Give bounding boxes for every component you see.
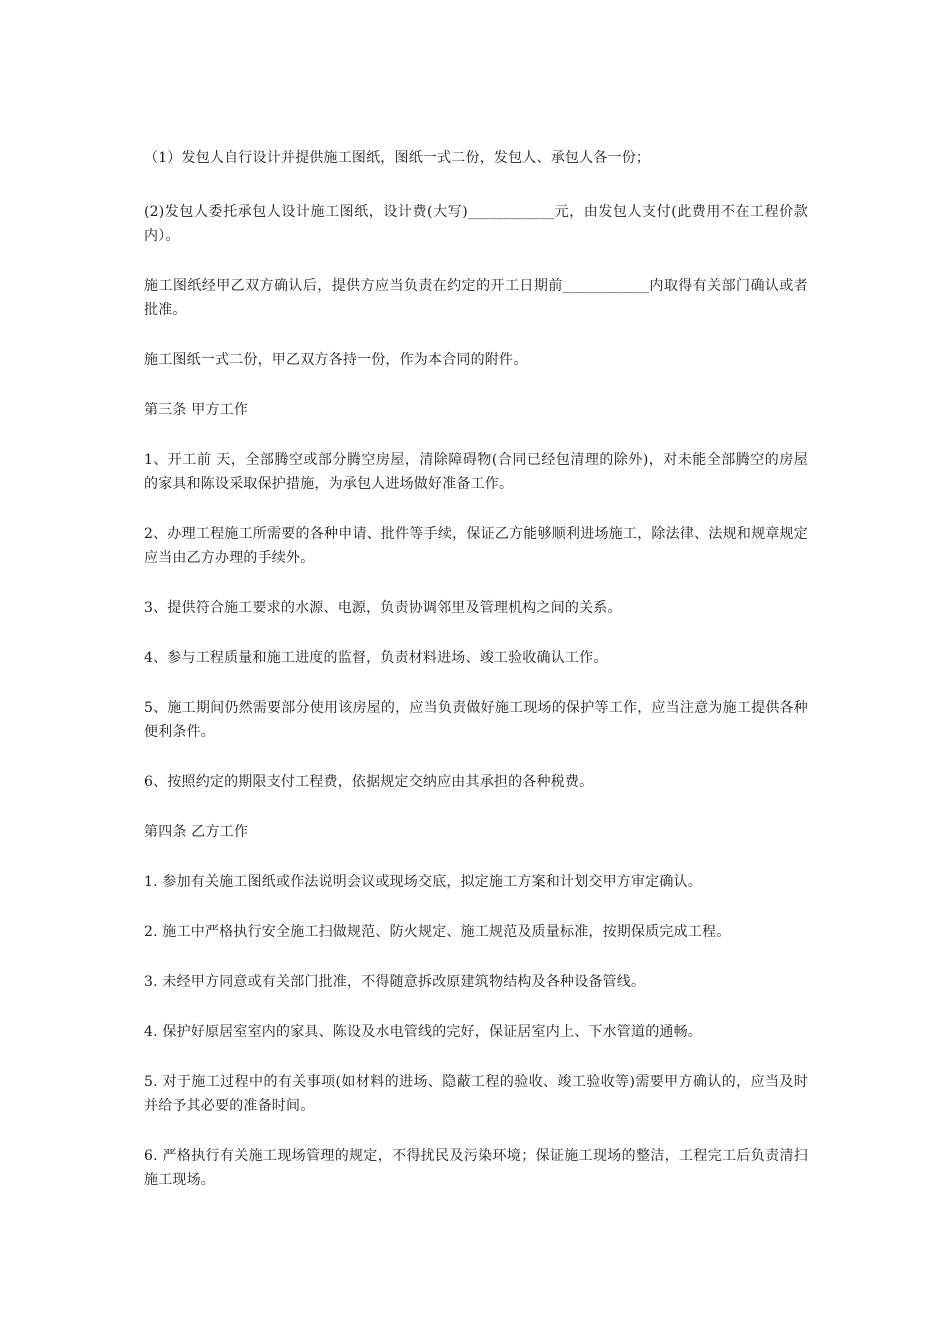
paragraph-design-by-employer: （1）发包人自行设计并提供施工图纸，图纸一式二份，发包人、承包人各一份； (144, 150, 651, 166)
section-heading-party-a: 第三条 甲方工作 (144, 402, 249, 418)
paragraph-drawing-approval: 施工图纸经甲乙双方确认后，提供方应当负责在约定的开工日期前____________内取得有关部门确认或者批准。 (144, 278, 808, 318)
list-item-party-a-5: 5、施工期间仍然需要部分使用该房屋的，应当负责做好施工现场的保护等工作，应当注意为施工提供各种便利条件。 (144, 700, 808, 740)
list-item-party-b-2: 2. 施工中严格执行安全施工扫做规范、防火规定、施工规范及质量标准，按期保质完成工程。 (144, 924, 731, 940)
paragraph-design-by-contractor: (2)发包人委托承包人设计施工图纸，设计费(大写)____________元，由发包人支付(此费用不在工程价款内）。 (144, 204, 808, 244)
list-item-party-a-4: 4、参与工程质量和施工进度的监督，负责材料进场、竣工验收确认工作。 (144, 650, 608, 666)
list-item-party-a-3: 3、提供符合施工要求的水源、电源，负责协调邻里及管理机构之间的关系。 (144, 600, 622, 616)
list-item-party-a-1: 1、开工前 天，全部腾空或部分腾空房屋，清除障碍物(合同已经包清理的除外)，对未能全部腾空的房屋的家具和陈设采取保护措施，为承包人进场做好准备工作。 (144, 452, 808, 492)
list-item-party-b-1: 1. 参加有关施工图纸或作法说明会议或现场交底，拟定施工方案和计划交甲方审定确认。 (144, 874, 703, 890)
section-heading-party-b: 第四条 乙方工作 (144, 824, 249, 840)
paragraph-drawing-copies: 施工图纸一式二份，甲乙双方各持一份，作为本合同的附件。 (144, 352, 528, 368)
list-item-party-a-2: 2、办理工程施工所需要的各种申请、批件等手续，保证乙方能够顺利进场施工，除法律、法规和规章规定应当由乙方办理的手续外。 (144, 526, 808, 566)
list-item-party-b-4: 4. 保护好原居室室内的家具、陈设及水电管线的完好，保证居室内上、下水管道的通畅。 (144, 1024, 703, 1040)
list-item-party-a-6: 6、按照约定的期限支付工程费，依据规定交纳应由其承担的各种税费。 (144, 774, 594, 790)
list-item-party-b-5: 5. 对于施工过程中的有关事项(如材料的进场、隐蔽工程的验收、竣工验收等)需要甲方确认的，应当及时并给予其必要的准备时间。 (144, 1074, 808, 1114)
list-item-party-b-3: 3. 未经甲方同意或有关部门批准，不得随意拆改原建筑物结构及各种设备管线。 (144, 974, 646, 990)
list-item-party-b-6: 6. 严格执行有关施工现场管理的规定，不得扰民及污染环境；保证施工现场的整洁，工程完工后负责清扫施工现场。 (144, 1148, 808, 1188)
